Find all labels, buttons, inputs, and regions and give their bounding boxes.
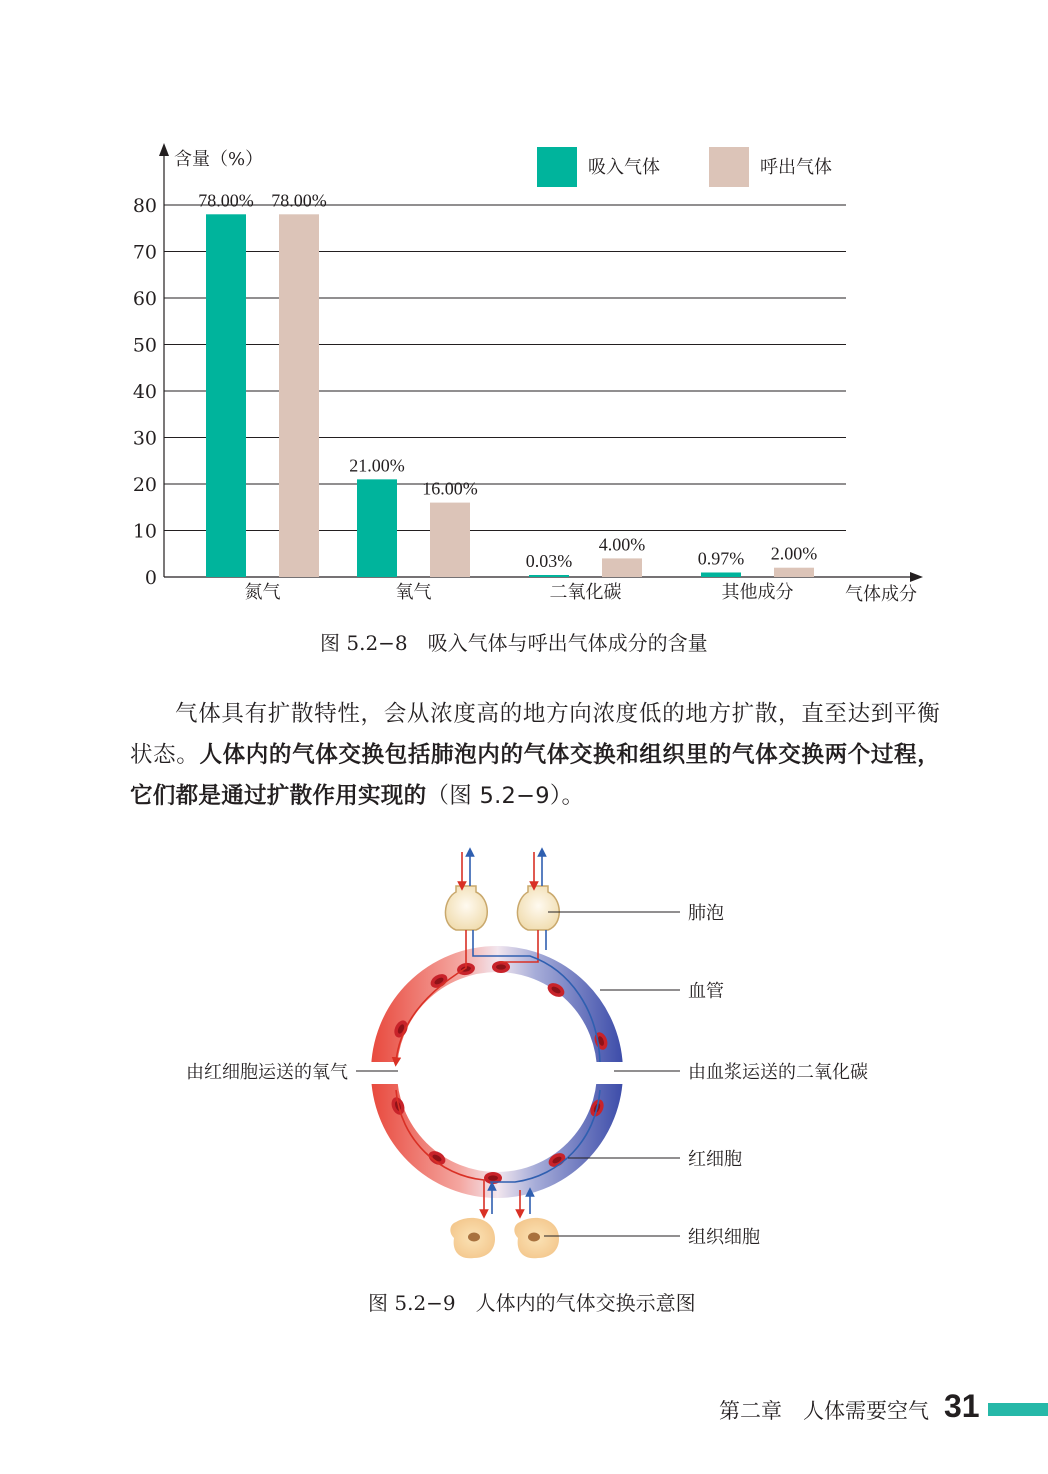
alveolus-left: [445, 886, 487, 930]
figure-caption-2: 图 5.2−9 人体内的气体交换示意图: [368, 1291, 696, 1315]
tissue-cell-right: [514, 1218, 559, 1258]
paragraph-text-2: （图 5.2−9）。: [426, 783, 585, 809]
footer-chapter: 第二章 人体需要空气: [719, 1399, 929, 1423]
gas-composition-chart: [0, 0, 1048, 620]
y-tick-label: 0: [144, 567, 157, 589]
chart-labels: [133, 149, 917, 605]
red-blood-cell: [389, 1095, 406, 1116]
red-blood-cell: [484, 1172, 502, 1184]
chart-legend: [537, 147, 832, 187]
y-axis-arrow: [159, 143, 169, 156]
bar: [430, 503, 470, 577]
data-label: 0.97%: [697, 548, 745, 569]
paragraph-bold-text: 人体内的气体交换包括肺泡内的气体交换和组织里的气体交换两个过程，它们都是通过扩散作用实现的: [130, 742, 940, 809]
red-blood-cell: [426, 1148, 448, 1167]
chart-bars: [206, 214, 814, 577]
y-tick-label: 70: [132, 241, 157, 264]
chart-grid: [164, 205, 846, 531]
bar: [206, 214, 246, 577]
label-co2: 由血浆运送的二氧化碳: [688, 1062, 868, 1083]
legend-label: 呼出气体: [760, 157, 832, 178]
label-vessel: 血管: [688, 981, 724, 1002]
co2-flow-arrows: [470, 852, 600, 1214]
y-tick-label: 30: [132, 427, 157, 450]
red-blood-cell: [545, 980, 567, 999]
y-tick-label: 20: [132, 474, 157, 496]
y-tick-label: 50: [132, 334, 157, 357]
tissue-cell-left: [450, 1218, 495, 1258]
bar: [357, 479, 397, 577]
y-tick-label: 40: [132, 381, 157, 403]
oxygen-flow-arrows: [396, 852, 538, 1214]
red-blood-cells: [389, 961, 609, 1184]
data-label: 16.00%: [422, 478, 478, 499]
red-blood-cell: [546, 1150, 568, 1169]
bar: [774, 568, 814, 577]
leader-lines: [356, 912, 680, 1236]
page-number: 31: [944, 1388, 980, 1424]
x-axis-arrow: [910, 572, 923, 582]
x-tick-label: 其他成分: [721, 582, 794, 603]
label-tissue: 组织细胞: [688, 1227, 760, 1248]
data-label: 21.00%: [349, 455, 405, 476]
data-label: 78.00%: [198, 190, 254, 211]
bar: [701, 572, 741, 577]
red-blood-cell: [392, 1018, 410, 1039]
y-axis-label: 含量（%）: [174, 149, 264, 170]
data-label: 78.00%: [271, 190, 327, 211]
figure-caption-1: 图 5.2−8 吸入气体与呼出气体成分的含量: [320, 631, 708, 655]
red-blood-cell: [492, 961, 510, 973]
data-label: 2.00%: [770, 543, 818, 564]
x-tick-label: 二氧化碳: [549, 582, 622, 603]
y-tick-label: 60: [132, 288, 157, 310]
red-blood-cell: [588, 1097, 606, 1118]
x-axis-label: 气体成分: [845, 584, 917, 605]
x-tick-label: 氮气: [244, 582, 281, 603]
blood-vessel-ring: [360, 959, 635, 1185]
data-label: 4.00%: [598, 534, 646, 555]
red-blood-cell: [428, 971, 450, 990]
x-tick-label: 氧气: [395, 582, 432, 603]
paragraph-text-1: 气体具有扩散特性，会从浓度高的地方向浓度低的地方扩散，直至达到平衡状态。: [130, 701, 940, 768]
y-tick-label: 10: [132, 520, 157, 543]
bar: [529, 575, 569, 577]
red-blood-cell: [592, 1030, 609, 1051]
label-oxygen: 由红细胞运送的氧气: [186, 1062, 348, 1083]
legend-swatch: [537, 147, 577, 187]
data-label: 0.03%: [525, 551, 573, 571]
bar: [279, 214, 319, 577]
legend-swatch: [709, 147, 749, 187]
legend-label: 吸入气体: [588, 157, 660, 178]
body-paragraph: [130, 694, 940, 817]
footer-accent-bar: [988, 1403, 1048, 1416]
y-tick-label: 80: [132, 195, 157, 217]
alveolus-right: [517, 886, 559, 930]
label-rbc: 红细胞: [688, 1149, 742, 1170]
red-blood-cell: [456, 962, 476, 977]
label-alveoli: 肺泡: [688, 903, 724, 924]
bar: [602, 558, 642, 577]
